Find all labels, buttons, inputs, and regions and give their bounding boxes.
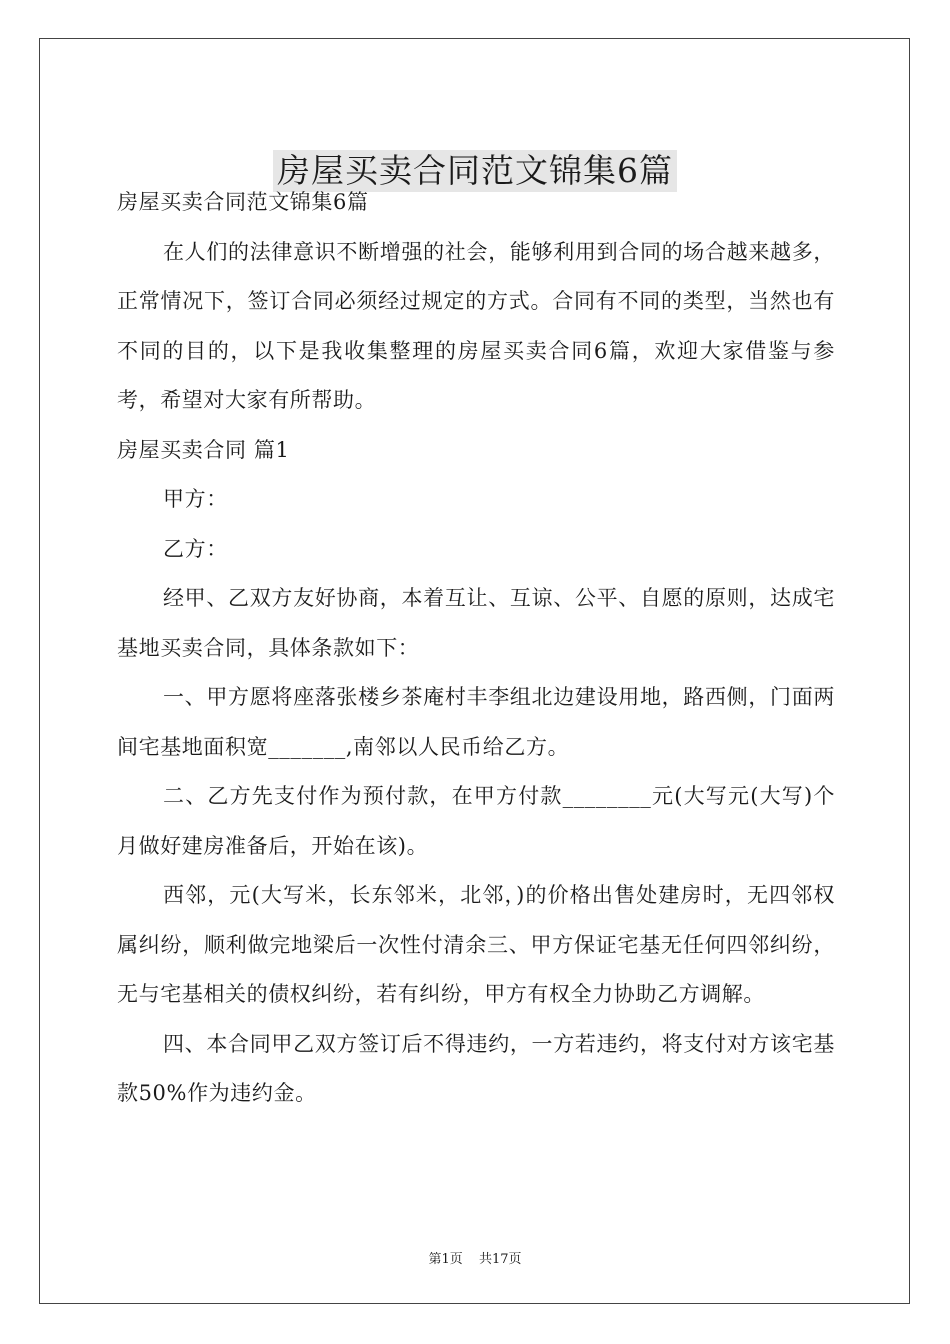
page-number: 第1页 bbox=[428, 1252, 463, 1267]
paragraph: 在人们的法律意识不断增强的社会，能够利用到合同的场合越来越多，正常情况下，签订合同必须经过规定的方式。合同有不同的类型，当然也有不同的目的，以下是我收集整理的房屋买卖合同6篇，欢迎大家借鉴与参考，希望对大家有所帮助。 bbox=[117, 239, 835, 412]
paragraph: 二、乙方先支付作为预付款，在甲方付款________元(大写元(大写)个月做好建房准备后，开始在该)。 bbox=[117, 784, 835, 858]
paragraph: 甲方： bbox=[163, 487, 228, 511]
document-title: 房屋买卖合同范文锦集6篇 bbox=[273, 150, 677, 192]
paragraph: 四、本合同甲乙双方签订后不得违约，一方若违约，将支付对方该宅基款50%作为违约金。 bbox=[117, 1031, 835, 1105]
page-footer bbox=[0, 1248, 950, 1267]
paragraph: 西邻，元(大写米，长东邻米，北邻，)的价格出售处建房时，无四邻权属纠纷，顺利做完地梁后一次性付清余三、甲方保证宅基无任何四邻纠纷，无与宅基相关的债权纠纷，若有纠纷，甲方有权全力协助乙方调解。 bbox=[117, 883, 835, 1006]
paragraph: 经甲、乙双方友好协商，本着互让、互谅、公平、自愿的原则，达成宅基地买卖合同，具体条款如下： bbox=[117, 586, 835, 660]
paragraph: 房屋买卖合同范文锦集6篇 bbox=[117, 190, 369, 214]
paragraph: 房屋买卖合同 篇1 bbox=[117, 437, 290, 462]
paragraph: 一、甲方愿将座落张楼乡茶庵村丰李组北边建设用地，路西侧，门面两间宅基地面积宽_______,南邻以人民币给乙方。 bbox=[117, 685, 835, 759]
paragraph: 乙方： bbox=[163, 536, 228, 561]
document-body bbox=[117, 178, 835, 1119]
total-pages: 共17页 bbox=[478, 1252, 522, 1267]
